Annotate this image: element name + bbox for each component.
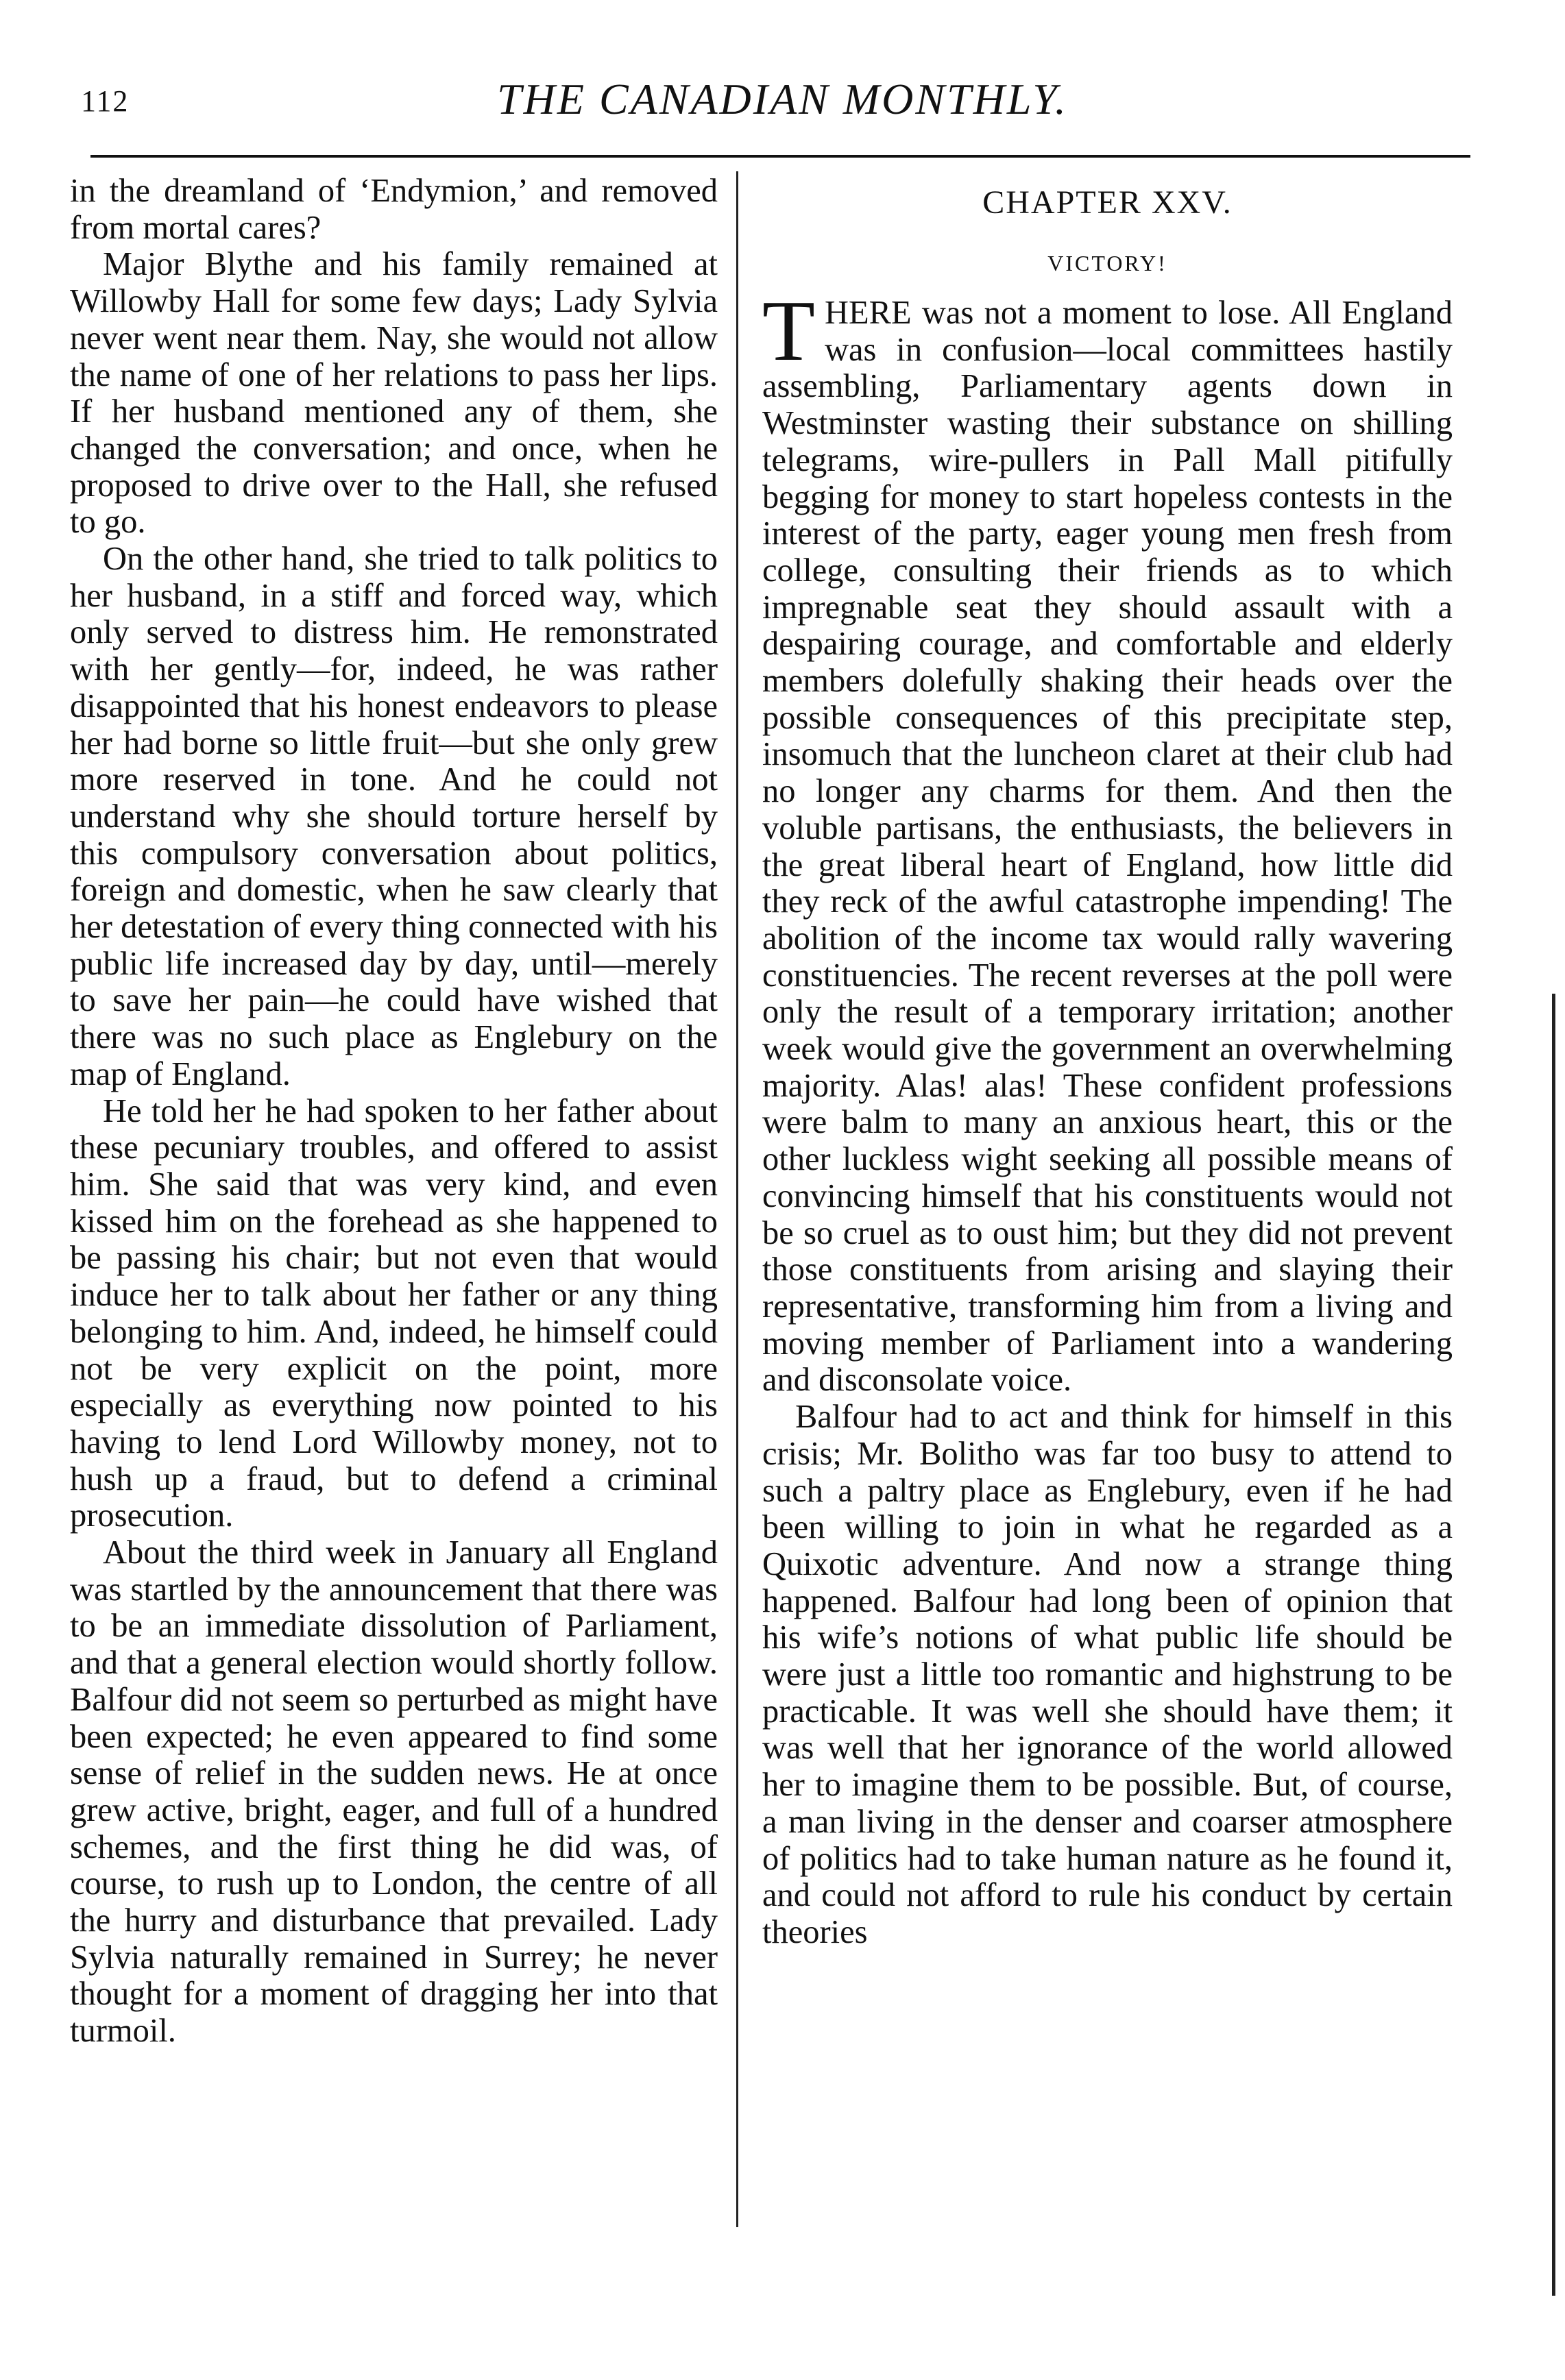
paragraph: About the third week in January all England was startled by the announcement that there was to be an immediate dissolution of Parliament, and that a general election would shortly follow. Balfour did not seem so perturbed as might have been expected; he even appeared to find some sense of relief in the sudden news. He at once grew active, bright, eager, and full of a hundred schemes, and the first thing he did was, of course, to rush up to London, the centre of all the hurry and disturbance that prevailed. Lady Sylvia naturally remained in Surrey; he never thought for a moment of dragging her into that turmoil. — [70, 1534, 718, 2050]
column-divider — [736, 171, 738, 2227]
header-rule — [90, 155, 1470, 158]
page-edge-mark — [1552, 994, 1555, 2296]
paragraph: On the other hand, she tried to talk politics to her husband, in a stiff and forced way, which only served to distress him. He remonstrated with her gently—for, indeed, he was rather disappointed that his honest endeavors to please her had borne so little fruit—but she only grew more reserved in tone. And he could not understand why she should torture herself by this compulsory conversation about politics, foreign and domestic, when he saw clearly that her detestation of every thing connected with his public life increased day by day, until—merely to save her pain—he could have wished that there was no such place as Englebury on the map of England. — [70, 541, 718, 1092]
drop-cap: T — [762, 284, 815, 379]
running-head: THE CANADIAN MONTHLY. — [497, 75, 1068, 123]
paragraph: Balfour had to act and think for himself in this crisis; Mr. Bolitho was far too busy to attend to such a paltry place as Englebury, even if he had been willing to join in what he regarded as a Quixotic adventure. And now a strange thing happened. Balfour had long been of opinion that his wife’s notions of what public life should be were just a little too romantic and highstrung to be practicable. It was well she should have them; it was well that her ignorance of the world allowed her to imagine them to be possible. But, of course, a man living in the denser and coarser atmosphere of politics had to take human nature as he found it, and could not afford to rule his conduct by certain theories — [762, 1399, 1453, 1950]
chapter-title: CHAPTER XXV. — [982, 184, 1233, 221]
left-column — [70, 173, 718, 2050]
right-column — [762, 173, 1453, 1951]
chapter-subtitle: VICTORY! — [1047, 251, 1167, 275]
opening-paragraph-text: HERE was not a moment to lose. All England was in confusion—local committees hastily assembling, Parliamentary agents down in Westminster wasting their substance on shilling telegrams, wire-pullers in Pall Mall pitifully begging for money to start hopeless contests in the interest of the party, eager young men fresh from college, consulting their friends as to which impregnable seat they should assault with a despairing courage, and comfortable and elderly members dolefully shaking their heads over the possible consequences of this precipitate step, insomuch that the luncheon claret at their club had no longer any charms for them. And then the voluble partisans, the enthusiasts, the believers in the great liberal heart of England, how little did they reck of the awful catastrophe impending! The abolition of the income tax would rally wavering constituencies. The recent reverses at the poll were only the result of a temporary irritation; another week would give the government an overwhelming majority. Alas! alas! These confident professions were balm to many an anxious heart, this or the other luckless wight seeking all possible means of convincing himself that his constituents would not be so cruel as to oust him; but they did not prevent those constituents from arising and slaying their representative, transforming him from a living and moving member of Parliament into a wandering and disconsolate voice. — [762, 295, 1453, 1399]
paragraph: in the dreamland of ‘Endymion,’ and removed from mortal cares? — [70, 173, 718, 246]
paragraph: He told her he had spoken to her father about these pecuniary troubles, and offered to assist him. She said that was very kind, and even kissed him on the forehead as she happened to be passing his chair; but not even that would induce her to talk about her father or any thing belonging to him. And, indeed, he himself could not be very explicit on the point, more especially as everything now pointed to his having to lend Lord Willowby money, not to hush up a fraud, but to defend a criminal prosecution. — [70, 1092, 718, 1534]
page-number: 112 — [81, 84, 130, 118]
chapter-opening-paragraph — [762, 284, 1453, 1399]
paragraph: Major Blythe and his family remained at Willowby Hall for some few days; Lady Sylvia never went near them. Nay, she would not allow the name of one of her relations to pass her lips. If her husband mentioned any of them, she changed the conversation; and once, when he proposed to drive over to the Hall, she refused to go. — [70, 246, 718, 541]
